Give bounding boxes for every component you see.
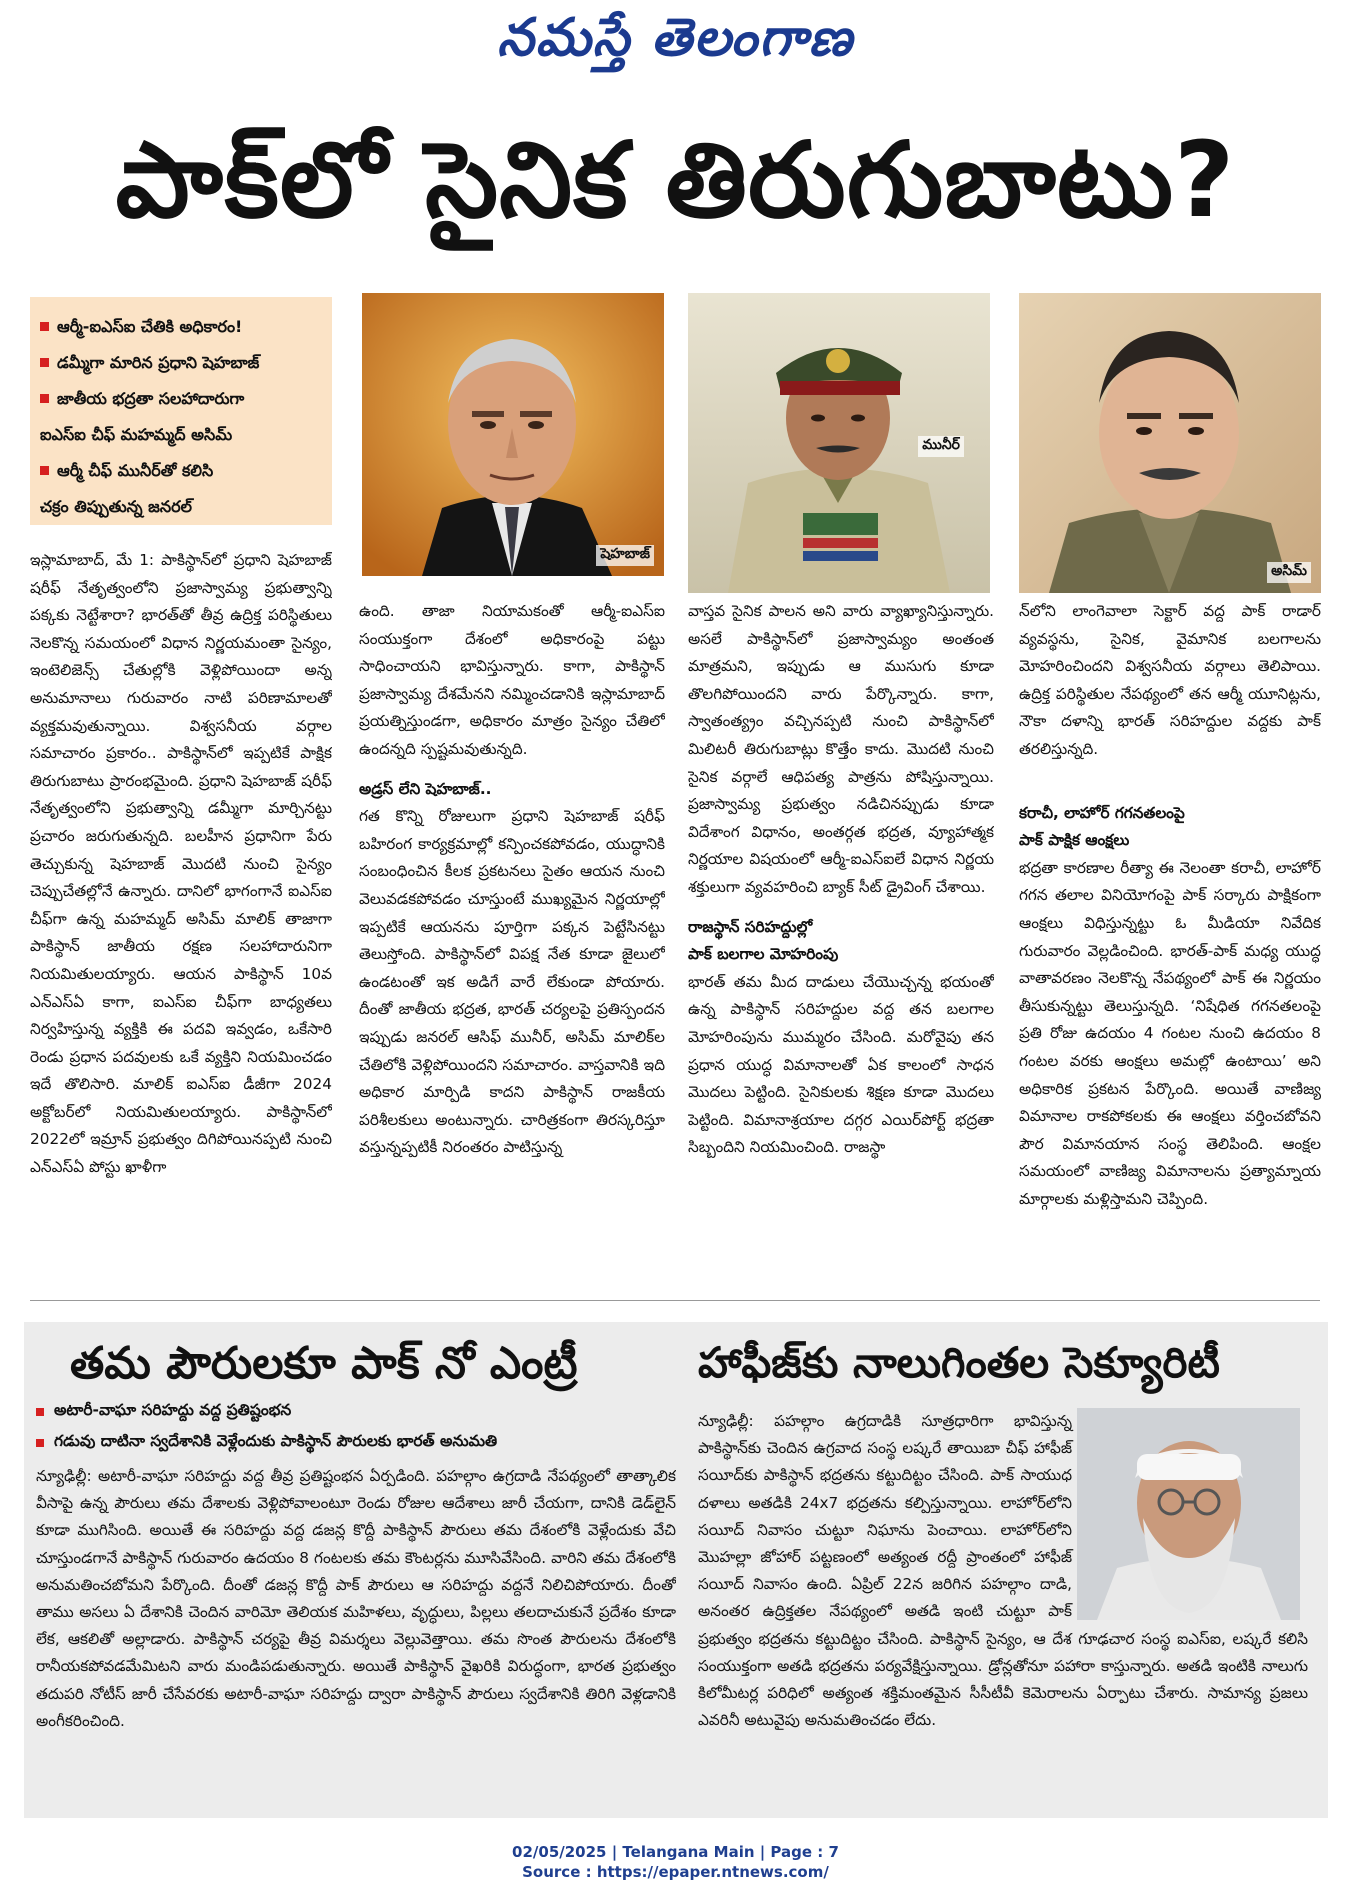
column-4-text-cont: భద్రతా కారణాల రీత్యా ఈ నెలంతా కరాచీ, లాహోర్ గగన తలాల వినియోగంపై పాక్ సర్కారు పాక్షికంగా ఆంక్షలు విధిస్తున్నట్టు ఓ మీడియా నివేదిక గురువారం వెల్లడించింది. భారత్-పాక్ మధ్య యుద్ధ వాతావరణం నెలకొన్న నేపథ్యంలో పాక్ ఈ నిర్ణయం తీసుకున్నట్టు తెలుస్తున్నది. ‘నిషేధిత గగనతలంపై ప్రతి రోజు ఉదయం 4 గంటల నుంచి ఉదయం 8 గంటల వరకు ఆంక్షలు అమల్లో ఉంటాయి’ అని అధికారిక ప్రకటన పేర్కొంది. అయితే వాణిజ్య విమానాల రాకపోకలకు ఈ ఆంక్షలు వర్తించబోవని పౌర విమానయాన సంస్థ తెలిపింది. ఆంక్షల సమయంలో వాణిజ్య విమానాలను ప్రత్యామ్నాయ మార్గాలకు మళ్లిస్తామని చెప్పింది. bbox=[1019, 858, 1321, 1208]
highlight-item: అటారీ-వాఘా సరిహద్దు వద్ద ప్రతిష్టంభన bbox=[36, 1396, 676, 1427]
photo-munir bbox=[688, 293, 990, 593]
photo-spacer bbox=[1072, 1408, 1308, 1622]
highlight-item-continued: ఐఎస్ఐ చీఫ్ మహమ్మద్ అసిమ్ bbox=[40, 425, 233, 444]
column-4-text: న్‌లోని లాంగెవాలా సెక్టార్ వద్ద పాక్ రాడార్ వ్యవస్థను, సైనిక, వైమానిక బలగాలను మోహరించిందని విశ్వసనీయ వర్గాలు తెలిపాయి. ఉద్రిక్త పరిస్థితుల నేపథ్యంలో తన ఆర్మీ యూనిట్లను, నౌకా దళాన్ని భారత్ సరిహద్దుల వద్దకు పాక్ తరలిస్తున్నది. bbox=[1019, 602, 1321, 758]
highlight-item: గడువు దాటినా స్వదేశానికి వెళ్లేందుకు పాకిస్థాన్ పౌరులకు భారత్ అనుమతి bbox=[36, 1427, 676, 1458]
column-3-text-cont: భారత్ తమ మీద దాడులు చేయొచ్చన్న భయంతో ఉన్న పాకిస్థాన్ సరిహద్దుల వద్ద తన బలగాల మోహరింపును ముమ్మరం చేసింది. మరోవైపు తన ప్రధాన యుద్ధ విమానాలతో ఏక కాలంలో సాధన మొదలు పెట్టింది. సైనికులకు శిక్షణ కూడా మొదలు పెట్టింది. విమానాశ్రయాల దగ్గర ఎయిర్‌పోర్ట్ భద్రతా సిబ్బందిని నియమించింది. రాజస్థా bbox=[688, 972, 994, 1157]
column-3-subheading: రాజస్థాన్ సరిహద్దుల్లో bbox=[688, 917, 813, 936]
photo-shehbaz bbox=[362, 293, 664, 576]
story-2-text: న్యూఢిల్లీ: అటారీ-వాఘా సరిహద్దు వద్ద తీవ్ర ప్రతిష్టంభన ఏర్పడింది. పహల్గాం ఉగ్రదాడి నేపథ్యంలో తాత్కాలిక వీసాపై ఉన్న పౌరులు తమ దేశాలకు వెళ్లిపోవాలంటూ రెండు రోజుల ఆదేశాలు జారీ చేయగా, దానికి డెడ్‌లైన్ కూడా ముగిసింది. అయితే ఈ సరిహద్దు వద్ద డజన్ల కొద్దీ పాకిస్థాన్ పౌరులు తమ దేశంలోకి వెళ్లేందుకు వేచి చూస్తుండగానే పాకిస్థాన్ గురువారం ఉదయం 8 గంటలకు తమ కౌంటర్లను మూసివేసింది. వారిని తమ దేశంలోకి అనుమతించబోమని పేర్కొంది. దీంతో డజన్ల కొద్దీ పాక్ పౌరులు ఆ సరిహద్దు వద్దనే నిలిచిపోయారు. దీంతో తాము అసలు ఏ దేశానికి చెందిన వారిమో తెలియక మహిళలు, వృద్ధులు, పిల్లలు తలదాచుకునే ప్రదేశం కూడా లేక, ఆకలితో అల్లాడారు. పాకిస్థాన్ చర్యపై తీవ్ర విమర్శలు వెల్లువెత్తాయి. తమ సొంత పౌరులను దేశంలోకి రానీయకపోవడమేమిటని వారు మండిపడుతున్నారు. అయితే పాకిస్థాన్ వైఖరికి విరుద్ధంగా, భారత ప్రభుత్వం తదుపరి నోటీస్ జారీ చేసేవరకు అటారీ-వాఘా సరిహద్దు ద్వారా పాకిస్థాన్ పౌరులు స్వదేశానికి తిరిగి వెళ్లడానికి అంగీకరించింది. bbox=[36, 1467, 676, 1730]
photo-caption: మునీర్ bbox=[918, 436, 964, 457]
highlight-item-continued: చక్రం తిప్పుతున్న జనరల్ bbox=[40, 497, 192, 516]
highlight-item: ఆర్మీ చీఫ్ మునీర్‌తో కలిసి bbox=[40, 453, 322, 489]
story-3-body bbox=[698, 1408, 1308, 1808]
article-column-4 bbox=[1019, 598, 1321, 1273]
article-column-3 bbox=[688, 598, 994, 1273]
column-4-subheading: కరాచీ, లాహోర్ గగనతలంపై bbox=[1019, 803, 1185, 822]
highlight-item: డమ్మీగా మారిన ప్రధాని షెహబాజ్ bbox=[40, 345, 322, 381]
footer-date-edition: 02/05/2025 | Telangana Main | Page : 7 bbox=[512, 1843, 839, 1861]
footer-source-link[interactable]: Source : https://epaper.ntnews.com/ bbox=[522, 1863, 829, 1881]
article-column-1 bbox=[30, 547, 332, 1273]
story-3-headline: హాఫీజ్‌కు నాలుగింతల సెక్యూరిటీ bbox=[698, 1338, 1220, 1387]
page-footer bbox=[0, 1842, 1351, 1882]
column-2-text: ఉంది. తాజా నియామకంతో ఆర్మీ-ఐఎస్ఐ సంయుక్తంగా దేశంలో అధికారంపై పట్టు సాధించాయని భావిస్తున్నారు. కాగా, పాకిస్థాన్ ప్రజాస్వామ్య దేశమేనని నమ్మించడానికి ఇస్లామాబాద్ ప్రయత్నిస్తుండగా, అధికారం మాత్రం సైన్యం చేతిలో ఉందన్నది స్పష్టమవుతున్నది. bbox=[359, 602, 665, 758]
column-1-text: ఇస్లామాబాద్, మే 1: పాకిస్థాన్‌లో ప్రధాని షెహబాజ్ షరీఫ్ నేతృత్వంలోని ప్రజాస్వామ్య ప్రభుత్వాన్ని పక్కకు నెట్టేశారా? భారత్‌తో తీవ్ర ఉద్రిక్త పరిస్థితులు నెలకొన్న సమయంలో విధాన నిర్ణయమంతా సైన్యం, ఇంటెలిజెన్స్ చేతుల్లోకి వెళ్లిపోయిందా అన్న అనుమానాలు గురువారం నాటి పరిణామాలతో వ్యక్తమవుతున్నాయి. విశ్వసనీయ వర్గాల సమాచారం ప్రకారం.. పాకిస్థాన్‌లో ఇప్పటికే పాక్షిక తిరుగుబాటు ప్రారంభమైంది. ప్రధాని షెహబాజ్ షరీఫ్ నేతృత్వంలోని ప్రభుత్వాన్ని డమ్మీగా మార్చినట్టు ప్రచారం జరుగుతున్నది. బలహీన ప్రధానిగా పేరు తెచ్చుకున్న షెహబాజ్ మొదటి నుంచి సైన్యం చెప్పుచేతల్లోనే ఉన్నారు. దానిలో భాగంగానే ఐఎస్ఐ చీఫ్‌గా ఉన్న మహమ్మద్ అసిమ్ మాలిక్ తాజాగా పాకిస్థాన్ జాతీయ రక్షణ సలహాదారునిగా నియమితులయ్యారు. ఆయన పాకిస్థాన్ 10వ ఎన్ఎస్ఏ కాగా, ఐఎస్ఐ చీఫ్‌గా బాధ్యతలు నిర్వహిస్తున్న వ్యక్తికి ఈ పదవి ఇవ్వడం, ఒకేసారి రెండు ప్రధాన పదవులకు ఒకే వ్యక్తిని నియమించడం ఇదే తొలిసారి. మాలిక్ ఐఎస్ఐ డీజీగా 2024 అక్టోబర్‌లో నియమితులయ్యారు. పాకిస్థాన్‌లో 2022లో ఇమ్రాన్ ప్రభుత్వం దిగిపోయినప్పటి నుంచి ఎన్ఎస్ఏ పోస్టు ఖాళీగా bbox=[30, 551, 332, 1177]
article-column-2 bbox=[359, 598, 665, 1273]
story-2-body bbox=[36, 1463, 676, 1808]
section-divider bbox=[30, 1300, 1320, 1301]
bullet-square-icon bbox=[36, 1439, 44, 1447]
highlight-item: ఆర్మీ-ఐఎస్ఐ చేతికి అధికారం! bbox=[40, 309, 322, 345]
photo-caption: అసిమ్ bbox=[1267, 562, 1311, 583]
main-headline: పాక్‌లో సైనిక తిరుగుబాటు? bbox=[115, 119, 1236, 241]
highlight-item: జాతీయ భద్రతా సలహాదారుగా bbox=[40, 381, 322, 417]
story-2-highlights bbox=[36, 1396, 676, 1458]
story-3-text: న్యూఢిల్లీ: పహల్గాం ఉగ్రదాడికి సూత్రధారిగా భావిస్తున్న పాకిస్థాన్‌కు చెందిన ఉగ్రవాద సంస్థ లష్కరే తాయిబా చీఫ్ హాఫీజ్ సయీద్‌కు పాకిస్థాన్ భద్రతను కట్టుదిట్టం చేసింది. పాక్ సాయుధ దళాలు అతడికి 24x7 భద్రతను కల్పిస్తున్నాయి. లాహోర్‌లోని సయీద్ నివాసం చుట్టూ నిఘాను పెంచాయి. లాహోర్‌లోని మొహల్లా జోహార్ పట్టణంలో అత్యంత రద్దీ ప్రాంతంలో హాఫీజ్ సయీద్ నివాసం ఉంది. ఏప్రిల్ 22న జరిగిన పహల్గాం దాడి, అనంతర ఉద్రిక్తతల నేపథ్యంలో అతడి ఇంటి చుట్టూ పాక్ ప్రభుత్వం భద్రతను కట్టుదిట్టం చేసింది. పాకిస్థాన్ సైన్యం, ఆ దేశ గూఢచార సంస్థ ఐఎస్ఐ, లష్కరే కలిసి సంయుక్తంగా అతడి భద్రతను పర్యవేక్షిస్తున్నాయి. డ్రోన్లతోనూ పహారా కాస్తున్నారు. అతడి ఇంటికి నాలుగు కిలోమీటర్ల పరిధిలో అత్యంత శక్తిమంతమైన సీసీటీవీ కెమెరాలను ఏర్పాటు చేశారు. సామాన్య ప్రజలు ఎవరినీ అటువైపు అనుమతించడం లేదు. bbox=[698, 1412, 1308, 1730]
story-2-headline: తమ పౌరులకూ పాక్ నో ఎంట్రీ bbox=[70, 1338, 578, 1389]
photo-asim bbox=[1019, 293, 1321, 593]
bullet-square-icon bbox=[40, 466, 49, 475]
bullet-square-icon bbox=[40, 358, 49, 367]
highlights-box bbox=[30, 297, 332, 525]
column-2-text-cont: గత కొన్ని రోజులుగా ప్రధాని షెహబాజ్ షరీఫ్ బహిరంగ కార్యక్రమాల్లో కన్పించకపోవడం, యుద్ధానికి సంబంధించిన కీలక ప్రకటనలు సైతం ఆయన నుంచి వెలువడకపోవడం చూస్తుంటే ముఖ్యమైన నిర్ణయాల్లో ఇప్పటికే ఆయనను పూర్తిగా పక్కన పెట్టేసినట్టు తెలుస్తోంది. పాకిస్థాన్‌లో విపక్ష నేత కూడా జైలులో ఉండటంతో ఇక అడిగే వారే లేకుండా పోయారు. దీంతో జాతీయ భద్రత, భారత్ చర్యలపై ప్రతిస్పందన ఇప్పుడు జనరల్ ఆసిఫ్ మునీర్, అసిమ్ మాలిక్‌ల చేతిలోకి వెళ్లిపోయిందని సమాచారం. వాస్తవానికి ఇది అధికార మార్పిడి కాదని పాకిస్థాన్ రాజకీయ పరిశీలకులు అంటున్నారు. చారిత్రకంగా తిరస్కరిస్తూ వస్తున్నప్పటికీ నిరంతరం పాటిస్తున్న bbox=[359, 807, 665, 1157]
bullet-square-icon bbox=[40, 322, 49, 331]
masthead-logo: నమస్తే తెలంగాణ bbox=[497, 8, 854, 68]
column-3-text: వాస్తవ సైనిక పాలన అని వారు వ్యాఖ్యానిస్తున్నారు. అసలే పాకిస్థాన్‌లో ప్రజాస్వామ్యం అంతంత మాత్రమని, ఇప్పుడు ఆ ముసుగు కూడా తొలగిపోయిందని వారు పేర్కొన్నారు. కాగా, స్వాతంత్య్రం వచ్చినప్పటి నుంచి పాకిస్థాన్‌లో మిలిటరీ తిరుగుబాట్లు కొత్తేం కాదు. మొదటి నుంచి సైనిక వర్గాలే ఆధిపత్య పాత్రను పోషిస్తున్నాయి. ప్రజాస్వామ్య ప్రభుత్వం నడిచినప్పుడు కూడా విదేశాంగ విధానం, అంతర్గత భద్రత, వ్యూహాత్మక నిర్ణయాల విషయంలో ఆర్మీ-ఐఎస్ఐలే విధాన నిర్ణయ శక్తులుగా వ్యవహరించి బ్యాక్ సీట్ డ్రైవింగ్ చేశాయి. bbox=[688, 602, 994, 896]
photo-caption: షెహబాజ్ bbox=[596, 545, 654, 566]
column-3-subheading-2: పాక్ బలగాల మోహరింపు bbox=[688, 945, 839, 964]
column-4-subheading-2: పాక్ పాక్షిక ఆంక్షలు bbox=[1019, 831, 1130, 850]
column-2-subheading: అడ్రస్ లేని షెహబాజ్.. bbox=[359, 779, 492, 798]
bullet-square-icon bbox=[36, 1408, 44, 1416]
bullet-square-icon bbox=[40, 394, 49, 403]
